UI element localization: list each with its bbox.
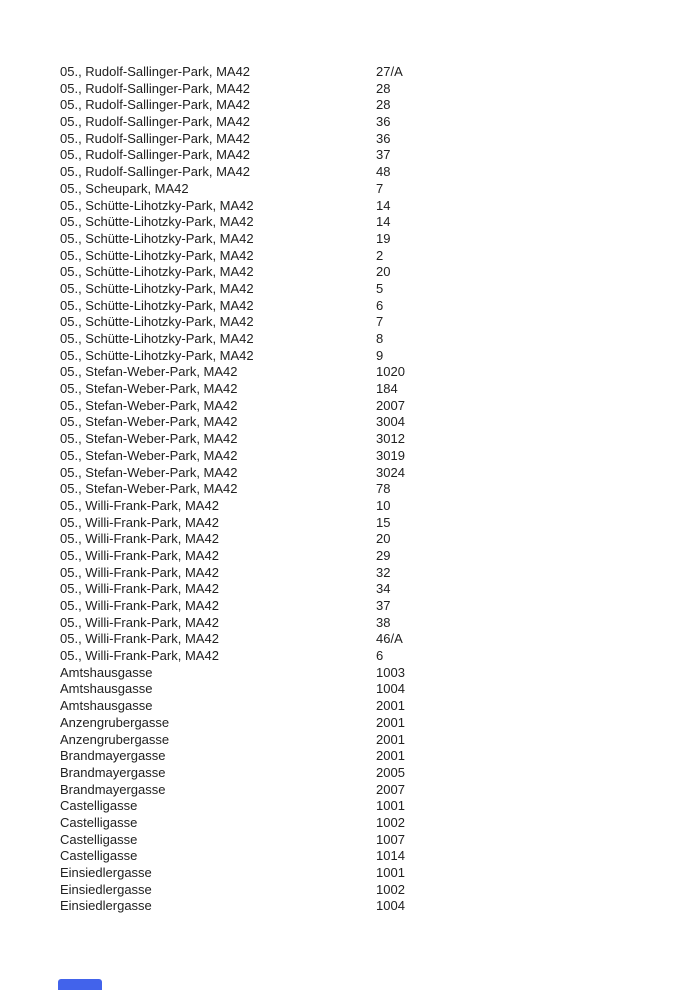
number-cell: 8 <box>376 331 384 346</box>
location-cell: Anzengrubergasse <box>60 731 170 747</box>
table-row <box>60 381 660 398</box>
number-cell: 6 <box>376 297 384 313</box>
number-cell: 1002 <box>376 814 405 830</box>
location-cell: Einsiedlergasse <box>60 881 152 897</box>
location-cell: 05., Schütte-Lihotzky-Park, MA42 <box>60 247 254 263</box>
number-cell: 2007 <box>376 781 405 797</box>
number-cell: 14 <box>376 197 391 213</box>
table-row <box>60 264 660 281</box>
table-row <box>60 198 660 215</box>
location-cell: 05., Stefan-Weber-Park, MA42 <box>60 447 238 463</box>
location-cell: Einsiedlergasse <box>60 865 152 880</box>
number-cell: 9 <box>376 347 384 363</box>
table-row <box>60 331 660 348</box>
location-cell: 05., Stefan-Weber-Park, MA42 <box>60 381 238 397</box>
location-cell: 05., Stefan-Weber-Park, MA42 <box>60 431 238 447</box>
number-cell: 1002 <box>376 881 405 897</box>
number-cell: 1007 <box>376 831 405 847</box>
table-row <box>60 565 660 582</box>
location-cell: Amtshausgasse <box>60 698 153 714</box>
table-row <box>60 164 660 181</box>
location-cell: 05., Stefan-Weber-Park, MA42 <box>60 414 238 430</box>
location-cell: Castelligasse <box>60 798 138 814</box>
number-cell: 2007 <box>376 397 405 413</box>
location-cell: Castelligasse <box>60 848 138 864</box>
location-cell: 05., Schütte-Lihotzky-Park, MA42 <box>60 280 254 296</box>
number-cell: 29 <box>376 547 391 563</box>
table-row <box>60 147 660 164</box>
number-cell: 15 <box>376 514 391 530</box>
table-row <box>60 281 660 298</box>
location-cell: 05., Rudolf-Sallinger-Park, MA42 <box>60 164 251 180</box>
location-cell: 05., Rudolf-Sallinger-Park, MA42 <box>60 64 251 79</box>
number-cell: 27/A <box>376 64 403 79</box>
table-row <box>60 298 660 315</box>
location-cell: Castelligasse <box>60 831 138 847</box>
table-row <box>60 815 660 832</box>
number-cell: 7 <box>376 314 384 330</box>
number-cell: 20 <box>376 264 391 280</box>
number-cell: 1014 <box>376 848 405 864</box>
table-row <box>60 97 660 114</box>
location-cell: 05., Stefan-Weber-Park, MA42 <box>60 364 238 380</box>
location-cell: 05., Schütte-Lihotzky-Park, MA42 <box>60 297 254 313</box>
address-table <box>60 64 660 915</box>
location-cell: Amtshausgasse <box>60 681 153 697</box>
table-row <box>60 748 660 765</box>
location-cell: 05., Stefan-Weber-Park, MA42 <box>60 481 238 497</box>
table-row <box>60 832 660 849</box>
table-row <box>60 681 660 698</box>
table-row <box>60 698 660 715</box>
number-cell: 19 <box>376 230 391 246</box>
table-row <box>60 181 660 198</box>
location-cell: 05., Stefan-Weber-Park, MA42 <box>60 397 238 413</box>
location-cell: 05., Rudolf-Sallinger-Park, MA42 <box>60 80 251 96</box>
number-cell: 37 <box>376 598 391 613</box>
number-cell: 3019 <box>376 447 405 463</box>
location-cell: 05., Schütte-Lihotzky-Park, MA42 <box>60 214 254 230</box>
location-cell: 05., Willi-Frank-Park, MA42 <box>60 598 219 613</box>
number-cell: 28 <box>376 97 391 113</box>
number-cell: 36 <box>376 114 391 130</box>
location-cell: 05., Willi-Frank-Park, MA42 <box>60 531 219 547</box>
table-row <box>60 231 660 248</box>
table-row <box>60 114 660 131</box>
table-row <box>60 64 660 81</box>
number-cell: 32 <box>376 564 391 580</box>
table-row <box>60 798 660 815</box>
number-cell: 2 <box>376 247 384 263</box>
location-cell: 05., Willi-Frank-Park, MA42 <box>60 648 219 664</box>
location-cell: Brandmayergasse <box>60 748 166 764</box>
location-cell: Amtshausgasse <box>60 664 153 680</box>
location-cell: 05., Willi-Frank-Park, MA42 <box>60 631 219 647</box>
table-row <box>60 498 660 515</box>
table-row <box>60 348 660 365</box>
location-cell: 05., Willi-Frank-Park, MA42 <box>60 564 219 580</box>
number-cell: 1003 <box>376 664 405 680</box>
number-cell: 10 <box>376 497 391 513</box>
table-row <box>60 732 660 749</box>
table-row <box>60 865 660 882</box>
table-row <box>60 848 660 865</box>
table-row <box>60 598 660 615</box>
number-cell: 5 <box>376 280 384 296</box>
number-cell: 2001 <box>376 748 405 764</box>
table-row <box>60 531 660 548</box>
table-row <box>60 248 660 265</box>
table-row <box>60 465 660 482</box>
number-cell: 48 <box>376 164 391 180</box>
number-cell: 1001 <box>376 865 405 880</box>
table-row <box>60 364 660 381</box>
table-row <box>60 81 660 98</box>
table-row <box>60 882 660 899</box>
location-cell: 05., Schütte-Lihotzky-Park, MA42 <box>60 197 254 213</box>
location-cell: 05., Rudolf-Sallinger-Park, MA42 <box>60 97 251 113</box>
table-row <box>60 214 660 231</box>
location-cell: Brandmayergasse <box>60 764 166 780</box>
table-row <box>60 581 660 598</box>
number-cell: 36 <box>376 130 391 146</box>
location-cell: 05., Willi-Frank-Park, MA42 <box>60 614 219 630</box>
table-row <box>60 414 660 431</box>
table-row <box>60 898 660 915</box>
location-cell: 05., Willi-Frank-Park, MA42 <box>60 581 219 597</box>
number-cell: 78 <box>376 481 391 497</box>
table-row <box>60 631 660 648</box>
number-cell: 7 <box>376 180 384 196</box>
location-cell: 05., Stefan-Weber-Park, MA42 <box>60 464 238 480</box>
location-cell: Castelligasse <box>60 814 138 830</box>
table-row <box>60 782 660 799</box>
location-cell: 05., Schütte-Lihotzky-Park, MA42 <box>60 314 254 330</box>
table-row <box>60 765 660 782</box>
table-row <box>60 615 660 632</box>
number-cell: 2001 <box>376 698 405 714</box>
table-row <box>60 398 660 415</box>
location-cell: Brandmayergasse <box>60 781 166 797</box>
number-cell: 14 <box>376 214 391 230</box>
number-cell: 2001 <box>376 731 405 747</box>
table-row <box>60 648 660 665</box>
number-cell: 1004 <box>376 898 405 914</box>
location-cell: 05., Willi-Frank-Park, MA42 <box>60 514 219 530</box>
number-cell: 3004 <box>376 414 405 430</box>
location-cell: 05., Rudolf-Sallinger-Park, MA42 <box>60 114 251 130</box>
location-cell: 05., Schütte-Lihotzky-Park, MA42 <box>60 347 254 363</box>
table-row <box>60 481 660 498</box>
number-cell: 3012 <box>376 431 405 447</box>
location-cell: 05., Schütte-Lihotzky-Park, MA42 <box>60 264 254 280</box>
location-cell: 05., Willi-Frank-Park, MA42 <box>60 547 219 563</box>
table-row <box>60 431 660 448</box>
number-cell: 1020 <box>376 364 405 380</box>
number-cell: 20 <box>376 531 391 547</box>
table-row <box>60 314 660 331</box>
number-cell: 37 <box>376 147 391 163</box>
table-row <box>60 131 660 148</box>
location-cell: 05., Rudolf-Sallinger-Park, MA42 <box>60 147 251 163</box>
number-cell: 38 <box>376 614 391 630</box>
table-row <box>60 715 660 732</box>
number-cell: 28 <box>376 80 391 96</box>
table-row <box>60 548 660 565</box>
number-cell: 34 <box>376 581 391 597</box>
location-cell: 05., Willi-Frank-Park, MA42 <box>60 497 219 513</box>
table-row <box>60 448 660 465</box>
location-cell: 05., Schütte-Lihotzky-Park, MA42 <box>60 331 254 346</box>
location-cell: Anzengrubergasse <box>60 714 170 730</box>
location-cell: 05., Rudolf-Sallinger-Park, MA42 <box>60 130 251 146</box>
number-cell: 3024 <box>376 464 405 480</box>
table-row <box>60 665 660 682</box>
number-cell: 2001 <box>376 714 405 730</box>
number-cell: 184 <box>376 381 398 397</box>
table-row <box>60 515 660 532</box>
location-cell: Einsiedlergasse <box>60 898 152 914</box>
partial-blue-element[interactable] <box>58 979 102 990</box>
number-cell: 6 <box>376 648 384 664</box>
number-cell: 46/A <box>376 631 403 647</box>
location-cell: 05., Scheupark, MA42 <box>60 180 189 196</box>
number-cell: 1001 <box>376 798 405 814</box>
number-cell: 2005 <box>376 764 405 780</box>
location-cell: 05., Schütte-Lihotzky-Park, MA42 <box>60 230 254 246</box>
number-cell: 1004 <box>376 681 405 697</box>
